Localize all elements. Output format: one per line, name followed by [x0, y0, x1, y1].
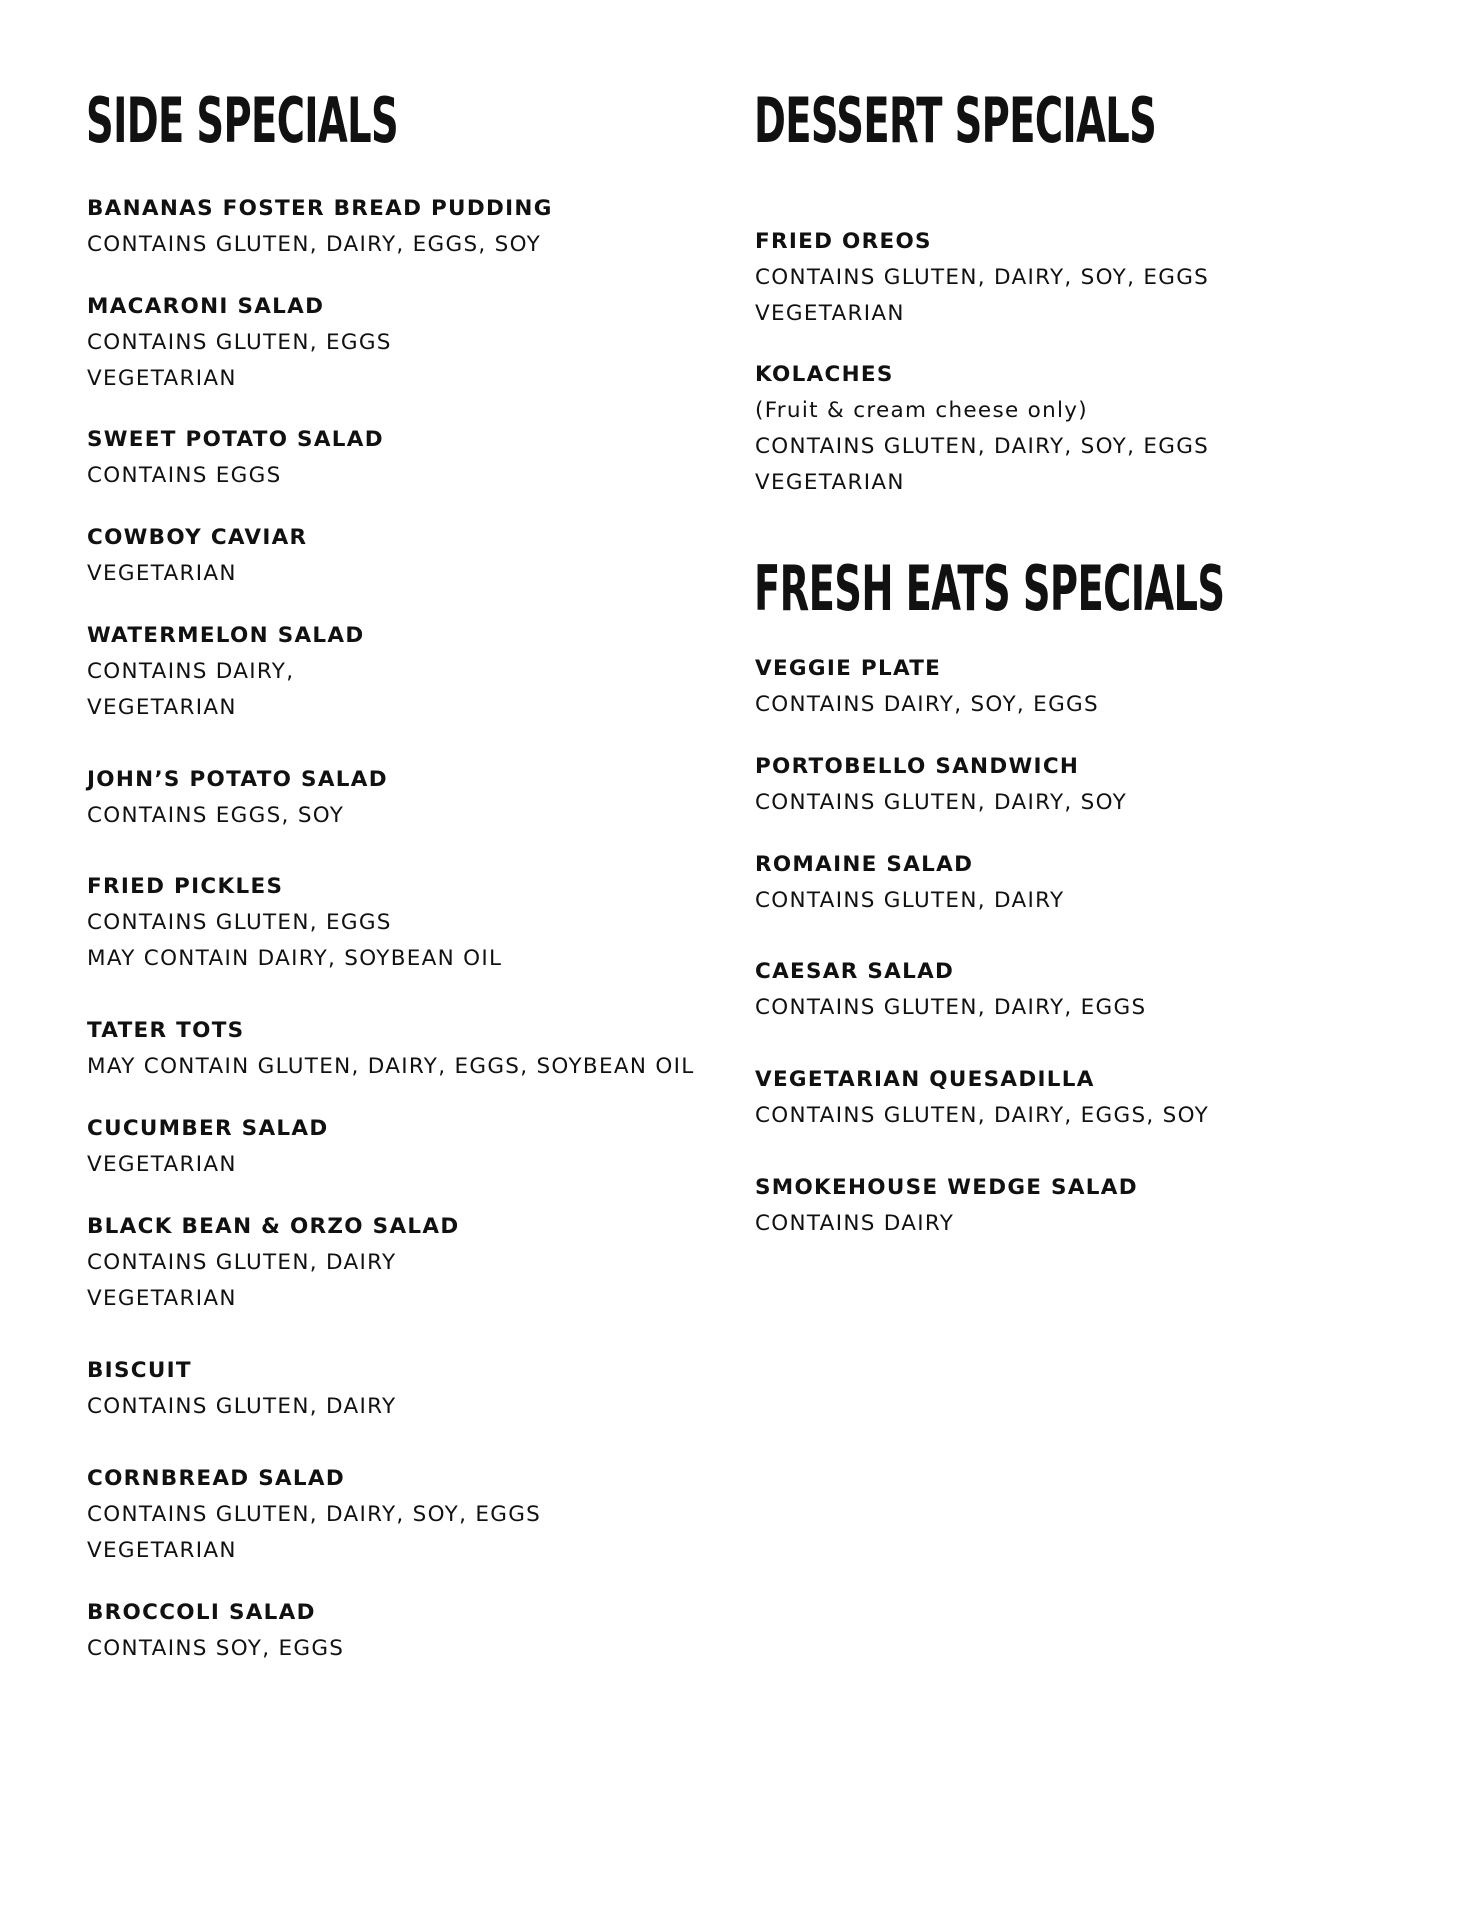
item-allergens: CONTAINS GLUTEN, DAIRY, SOY [755, 790, 1128, 815]
item-name: CAESAR SALAD [755, 959, 955, 984]
item-name: BISCUIT [87, 1358, 192, 1383]
item-name: MACARONI SALAD [87, 294, 325, 319]
item-name: PORTOBELLO SANDWICH [755, 754, 1080, 779]
menu-item [87, 1353, 396, 1425]
item-name: VEGETARIAN QUESADILLA [755, 1067, 1095, 1092]
item-diet: VEGETARIAN [87, 1538, 237, 1563]
item-allergens: CONTAINS EGGS, SOY [87, 803, 345, 828]
menu-item [87, 1111, 329, 1183]
item-allergens: CONTAINS GLUTEN, DAIRY [755, 888, 1065, 913]
item-name: CUCUMBER SALAD [87, 1116, 329, 1141]
menu-item [755, 357, 1209, 501]
item-name: COWBOY CAVIAR [87, 525, 308, 550]
item-allergens: CONTAINS DAIRY, [87, 659, 295, 684]
menu-item [755, 954, 1146, 1026]
item-diet: VEGETARIAN [87, 561, 237, 586]
item-allergens: CONTAINS GLUTEN, EGGS [87, 910, 392, 935]
item-allergens: CONTAINS GLUTEN, DAIRY, EGGS [755, 995, 1147, 1020]
item-allergens: CONTAINS SOY, EGGS [87, 1636, 345, 1661]
menu-item [755, 224, 1209, 332]
item-diet: VEGETARIAN [87, 1286, 237, 1311]
side-specials-heading: SIDE SPECIALS [86, 84, 399, 157]
item-allergens: CONTAINS DAIRY [755, 1211, 955, 1236]
menu-item [87, 1209, 459, 1317]
menu-item [87, 1013, 695, 1085]
item-name: BANANAS FOSTER BREAD PUDDING [87, 196, 553, 221]
menu-item [87, 520, 307, 592]
menu-item [755, 1170, 1138, 1242]
item-allergens: CONTAINS GLUTEN, EGGS [87, 330, 392, 355]
item-diet: VEGETARIAN [87, 695, 237, 720]
item-name: WATERMELON SALAD [87, 623, 365, 648]
item-name: FRIED OREOS [755, 229, 932, 254]
item-diet: VEGETARIAN [755, 301, 905, 326]
item-allergens: CONTAINS EGGS [87, 463, 282, 488]
item-name: SWEET POTATO SALAD [87, 427, 384, 452]
item-note: (Fruit & cream cheese only) [755, 398, 1088, 423]
menu-item [87, 618, 365, 726]
item-allergens: CONTAINS GLUTEN, DAIRY, SOY, EGGS [755, 434, 1210, 459]
item-allergens: CONTAINS GLUTEN, DAIRY, EGGS, SOY [87, 232, 542, 257]
item-name: ROMAINE SALAD [755, 852, 974, 877]
item-name: BLACK BEAN & ORZO SALAD [87, 1214, 460, 1239]
menu-item [87, 422, 384, 494]
menu-item [755, 847, 1064, 919]
item-name: SMOKEHOUSE WEDGE SALAD [755, 1175, 1138, 1200]
item-allergens: CONTAINS DAIRY, SOY, EGGS [755, 692, 1099, 717]
item-name: TATER TOTS [87, 1018, 245, 1043]
menu-item [87, 869, 502, 977]
item-allergens: CONTAINS GLUTEN, DAIRY [87, 1250, 397, 1275]
item-name: JOHN’S POTATO SALAD [87, 767, 388, 792]
item-allergens: MAY CONTAIN GLUTEN, DAIRY, EGGS, SOYBEAN OIL [87, 1054, 695, 1079]
item-name: BROCCOLI SALAD [87, 1600, 316, 1625]
item-name: CORNBREAD SALAD [87, 1466, 346, 1491]
menu-item [87, 762, 388, 834]
menu-item [755, 1062, 1209, 1134]
item-name: KOLACHES [755, 362, 894, 387]
dessert-specials-heading: DESSERT SPECIALS [754, 84, 1157, 157]
item-allergens: CONTAINS GLUTEN, DAIRY [87, 1394, 397, 1419]
item-allergens: CONTAINS GLUTEN, DAIRY, EGGS, SOY [755, 1103, 1210, 1128]
menu-item [87, 1595, 344, 1667]
item-allergens: CONTAINS GLUTEN, DAIRY, SOY, EGGS [87, 1502, 542, 1527]
menu-item [87, 191, 553, 263]
item-allergens: MAY CONTAIN DAIRY, SOYBEAN OIL [87, 946, 503, 971]
menu-item [87, 1461, 541, 1569]
item-diet: VEGETARIAN [87, 1152, 237, 1177]
item-allergens: CONTAINS GLUTEN, DAIRY, SOY, EGGS [755, 265, 1210, 290]
fresh-eats-specials-heading: FRESH EATS SPECIALS [754, 552, 1225, 625]
item-name: FRIED PICKLES [87, 874, 284, 899]
item-diet: VEGETARIAN [87, 366, 237, 391]
menu-item [755, 651, 1099, 723]
menu-item [755, 749, 1127, 821]
menu-item [87, 289, 392, 397]
item-name: VEGGIE PLATE [755, 656, 942, 681]
item-diet: VEGETARIAN [755, 470, 905, 495]
